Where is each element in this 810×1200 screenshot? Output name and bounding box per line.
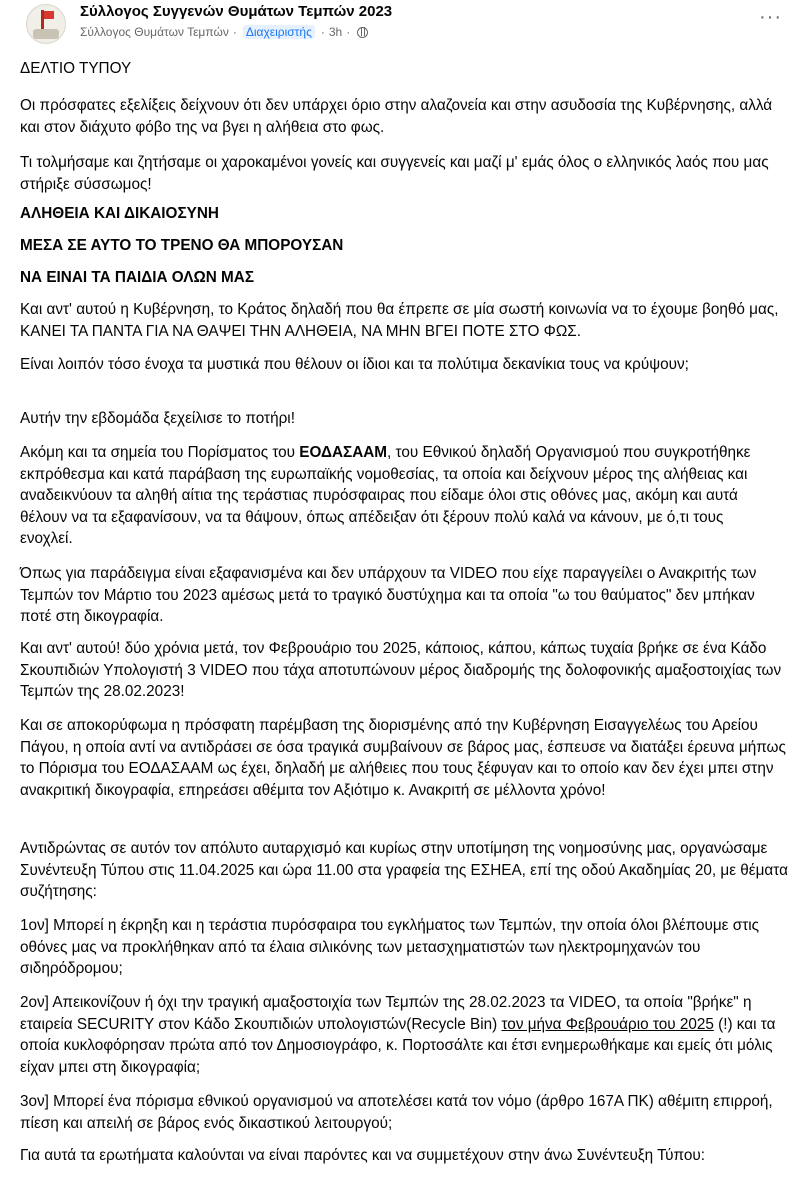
question-2-start: 2ον] Απεικονίζουν ή όχι την τραγική αμαξοστοιχία των Τεμπών της 28.02.2023 τα VIDEO, τα οποία "βρήκε" η εταιρεία SECURITY στον Κάδο Σκουπιδιών υπολογιστών(Recycle Bin) <box>20 994 752 1033</box>
post-meta: Σύλλογος Θυμάτων Τεμπών · Διαχειριστής · 3h · <box>80 25 368 39</box>
paragraph-7: Όπως για παράδειγμα είναι εξαφανισμένα και δεν υπάρχουν τα VIDEO που είχε παραγγείλει ο Ανακριτής των Τεμπών τον Μάρτιο του 2023 αμέσως μετά το τραγικό δυστύχημα και τα οποία "ω του θαύματος" δεν μπήκαν ποτέ στη δικογραφία. <box>20 565 757 625</box>
question-1: 1ον] Μπορεί η έκρηξη και η τεράστια πυρόσφαιρα του εγκλήματος των Τεμπών, την οποία όλοι βλέπουμε στις οθόνες μας να προκλήθηκαν από τα έλαια σιλικόνης των μετασχηματιστών των ηλεκτρομηχανών του σιδηρόδρομου; <box>20 917 760 977</box>
paragraph-9: Και σε αποκορύφωμα η πρόσφατη παρέμβαση της διορισμένης από την Κυβέρνηση Εισαγγελέως του Αρείου Πάγου, η οποία αντί να αντιδράσει σε όσα τραγικά συμβαίνουν σε βάρος μας, έσπευσε να διατάξει έρευνα μήπως το Πόρισμα του ΕΟΔΑΣΑΑΜ ως έχει, δηλαδή με αλήθειες που τους ξέφυγαν και το οποίο καν δεν έχει μπει στην ανακριτική δικογραφία, επηρεάσει αθέμιτα τον Αξιότιμο κ. Ανακριτή σε μέλλοντα χρόνο! <box>20 717 786 799</box>
paragraph-10: Αντιδρώντας σε αυτόν τον απόλυτο αυταρχισμό και κυρίως στην υποτίμηση της νοημοσύνης μας, οργανώσαμε Συνέντευξη Τύπου στις 11.04.2025 και ώρα 11.00 στα γραφεία της ΕΣΗΕΑ, επί της οδού Ακαδημίας 20, με θέματα συζήτησης: <box>20 840 788 900</box>
heading-2: ΜΕΣΑ ΣΕ ΑΥΤΟ ΤΟ ΤΡΕΝΟ ΘΑ ΜΠΟΡΟΥΣΑΝ <box>20 237 344 254</box>
paragraph-3: Και αντ' αυτού η Κυβέρνηση, το Κράτος δηλαδή που θα έπρεπε σε μία σωστή κοινωνία να το έχουμε βοηθό μας, ΚΑΝΕΙ ΤΑ ΠΑΝΤΑ ΓΙΑ ΝΑ ΘΑΨΕΙ ΤΗΝ ΑΛΗΘΕΙΑ, ΝΑ ΜΗΝ ΒΓΕΙ ΠΟΤΕ ΣΤΟ ΦΩΣ. <box>20 301 779 340</box>
heading-3: ΝΑ ΕΙΝΑΙ ΤΑ ΠΑΙΔΙΑ ΟΛΩΝ ΜΑΣ <box>20 269 255 286</box>
role-badge: Διαχειριστής <box>243 25 315 39</box>
question-2-end: (!) και τα οποία κυκλοφόρησαν πρώτα από τον Δημοσιογράφο, κ. Πορτοσάλτε και έτσι ενημερωθήκαμε και εμείς ότι μόλις είχαν μπει στη δικογραφία; <box>20 1015 776 1076</box>
logo-base-shape <box>33 29 59 39</box>
paragraph-6 <box>20 442 780 550</box>
press-release-title: ΔΕΛΤΙΟ ΤΥΠΟΥ <box>20 60 132 77</box>
eodasaam-bold: ΕΟΔΑΣΑΑΜ <box>299 444 388 461</box>
paragraph-5: Αυτήν την εβδομάδα ξεχείλισε το ποτήρι! <box>20 410 295 427</box>
flag-shape <box>44 11 54 19</box>
paragraph-8: Και αντ' αυτού! δύο χρόνια μετά, τον Φεβρουάριο του 2025, κάποιος, κάπου, κάπως τυχαία βρήκε σε ένα Κάδο Σκουπιδιών Υπολογιστή 3 VIDEO που τάχα αποτυπώνουν μέρος διαδρομής της δολοφονικής αμαξοστοιχίας των Τεμπών της 28.02.2023! <box>20 640 782 700</box>
paragraph-11: Για αυτά τα ερωτήματα καλούνται να είναι παρόντες και να συμμετέχουν στην άνω Συνέντευξη Τύπου: <box>20 1147 705 1164</box>
date-link[interactable]: τον μήνα Φεβρουάριο του 2025 <box>501 1015 714 1033</box>
paragraph-6-end: , του Εθνικού δηλαδή Οργανισμού που συγκροτήθηκε εκπρόθεσμα και κατά παράβαση της ευρωπαϊκής νομοθεσίας, τα οποία και δείχνουν μέρος της αλήθειας και αναδεικνύουν τα αληθή αίτια της τεράστιας πυρόσφαιρας που είδαμε όλοι στις οθόνες μας, ακόμη και αυτά θέλουν να τα εξαφανίσουν, να τα θάψουν, όπως απέδειξαν ότι ξέρουν πολύ καλά να κάνουν, με ό,τι τους ενοχλεί. <box>20 444 751 547</box>
post-header <box>20 0 810 50</box>
globe-icon <box>357 27 368 38</box>
question-3: 3ον] Μπορεί ένα πόρισμα εθνικού οργανισμού να αποτελέσει κατά τον νόμο (άρθρο 167Α ΠΚ) αθέμιτη επιρροή, πίεση και απειλή σε βάρος ενός δικαστικού λειτουργού; <box>20 1093 773 1132</box>
author-name[interactable]: Σύλλογος Θυμάτων Τεμπών <box>80 25 229 39</box>
paragraph-2: Τι τολμήσαμε και ζητήσαμε οι χαροκαμένοι γονείς και συγγενείς και μαζί μ' εμάς όλος ο ελληνικός λαός που μας στήριξε σύσσωμος! <box>20 154 769 193</box>
heading-1: ΑΛΗΘΕΙΑ ΚΑΙ ΔΙΚΑΙΟΣΥΝΗ <box>20 205 219 222</box>
paragraph-1: Οι πρόσφατες εξελίξεις δείχνουν ότι δεν υπάρχει όριο στην αλαζονεία και στην ασυδοσία της Κυβέρνησης, αλλά και στον διάχυτο φόβο της να βγει η αλήθεια στο φως. <box>20 97 773 136</box>
paragraph-6-start: Ακόμη και τα σημεία του Πορίσματος του <box>20 444 300 461</box>
post-time[interactable]: 3h <box>328 25 343 39</box>
more-options-button[interactable]: ··· <box>759 6 782 28</box>
page-name-link[interactable]: Σύλλογος Συγγενών Θυμάτων Τεμπών 2023 <box>80 3 393 20</box>
question-2 <box>20 992 780 1078</box>
page-avatar[interactable] <box>26 4 66 44</box>
paragraph-4: Είναι λοιπόν τόσο ένοχα τα μυστικά που θέλουν οι ίδιοι και τα πολύτιμα δεκανίκια τους να κρύψουν; <box>20 356 689 373</box>
